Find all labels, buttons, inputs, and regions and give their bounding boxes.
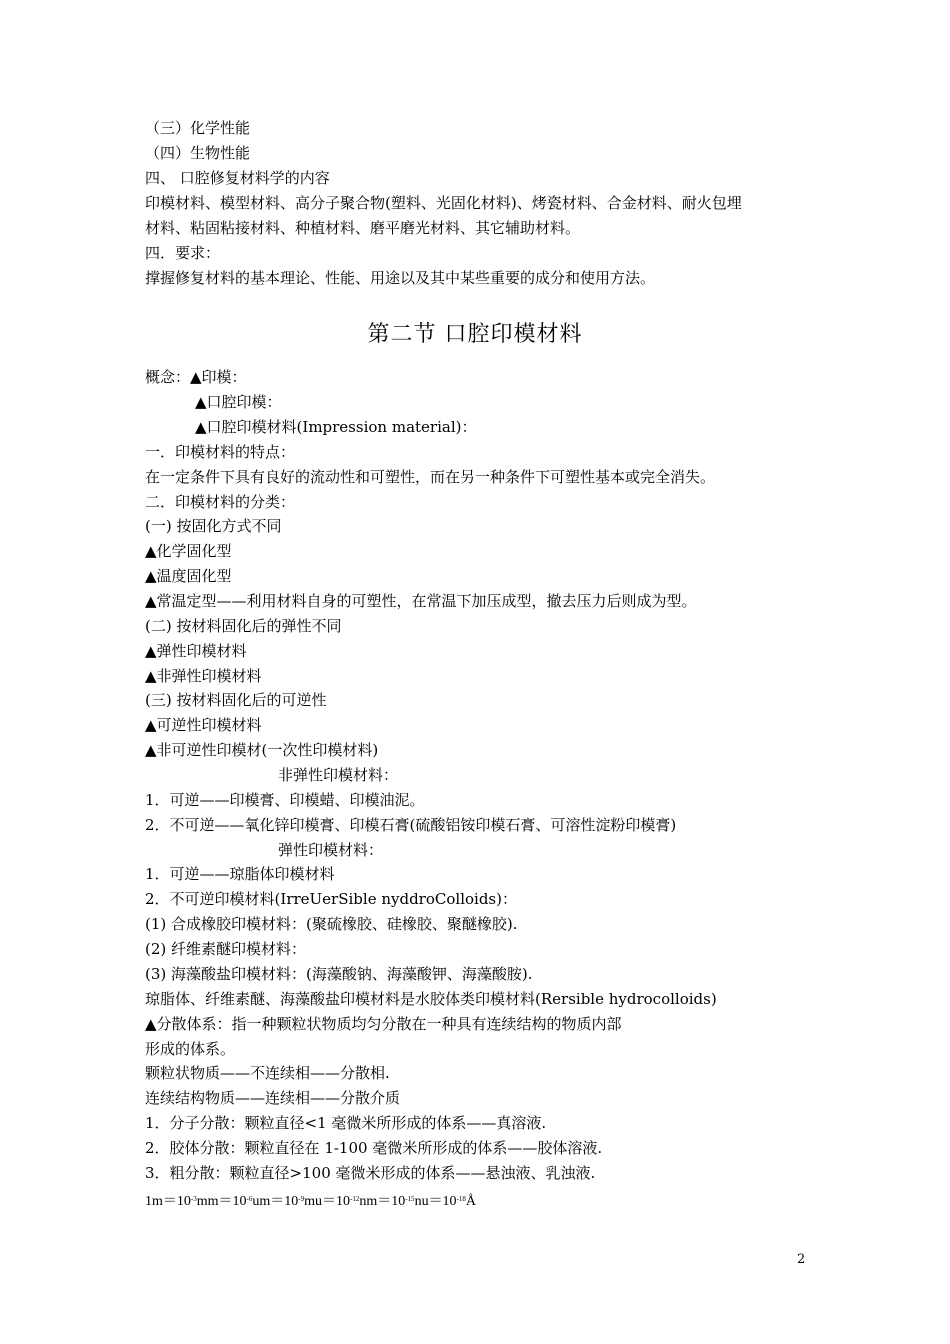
text-line: ▲可逆性印模材料 — [145, 716, 262, 734]
text-line: 形成的体系。 — [145, 1040, 236, 1058]
text-line: (二) 按材料固化后的弹性不同 — [145, 617, 342, 635]
text-line: 1．可逆——印模膏、印模蜡、印模油泥。 — [145, 791, 425, 809]
text-line: (三) 按材料固化后的可逆性 — [145, 691, 327, 709]
text-line: 连续结构物质——连续相——分散介质 — [145, 1089, 401, 1107]
text-line: （四）生物性能 — [145, 144, 251, 162]
text-line: 琼脂体、纤维素醚、海藻酸盐印模材料是水胶体类印模材料(Rersible hydrocolloids) — [145, 990, 717, 1008]
text-line: 在一定条件下具有良好的流动性和可塑性，而在另一种条件下可塑性基本或完全消失。 — [145, 468, 716, 486]
text-line: 二．印模材料的分类： — [145, 493, 296, 511]
text-line: ▲口腔印模： — [195, 393, 282, 411]
text-line: ▲非弹性印模材料 — [145, 667, 262, 685]
text-line: 弹性印模材料： — [278, 841, 384, 859]
text-line: (一) 按固化方式不同 — [145, 517, 282, 535]
section-title: 第二节 口腔印模材料 — [367, 322, 583, 347]
unit-conversion-formula: $1m=10^{-3}mm=10^{-6}um=10^{-9}mu=10^{-12}nm=10^{-15}nu=10^{-18}Å$ — [145, 1194, 477, 1209]
text-line: ▲温度固化型 — [145, 567, 232, 585]
text-line: 2．不可逆——氧化锌印模膏、印模石膏(硫酸铝铵印模石膏、可溶性淀粉印模膏) — [145, 816, 677, 834]
text-line: ▲口腔印模材料(Impression material)： — [195, 418, 477, 436]
text-line: 1．分子分散：颗粒直径<1 毫微米所形成的体系——真溶液. — [145, 1114, 547, 1132]
text-line: (2) 纤维素醚印模材料： — [145, 940, 307, 958]
text-line: ▲化学固化型 — [145, 542, 232, 560]
text-line: 3．粗分散：颗粒直径>100 毫微米形成的体系——悬浊液、乳浊液. — [145, 1164, 596, 1182]
text-line: (3) 海藻酸盐印模材料：(海藻酸钠、海藻酸钾、海藻酸胺). — [145, 965, 533, 983]
text-line: ▲常温定型——利用材料自身的可塑性，在常温下加压成型，撤去压力后则成为型。 — [145, 592, 697, 610]
text-line: 四、 口腔修复材料学的内容 — [145, 169, 330, 187]
text-line: 四．要求： — [145, 244, 221, 262]
text-line: ▲非可逆性印模材(一次性印模材料) — [145, 741, 379, 759]
text-line: 概念：▲印模： — [145, 368, 247, 386]
page-number: 2 — [797, 1252, 806, 1267]
text-line: 撑握修复材料的基本理论、性能、用途以及其中某些重要的成分和使用方法。 — [145, 269, 656, 287]
text-line: (1) 合成橡胶印模材料：(聚硫橡胶、硅橡胶、聚醚橡胶). — [145, 915, 518, 933]
text-line: 2．不可逆印模材料(IrreUerSible nyddroColloids)： — [145, 890, 517, 908]
text-line: 颗粒状物质——不连续相——分散相. — [145, 1064, 390, 1082]
text-line: 非弹性印模材料： — [278, 766, 399, 784]
text-line: ▲弹性印模材料 — [145, 642, 247, 660]
text-line: （三）化学性能 — [145, 119, 251, 137]
text-line: 一．印模材料的特点： — [145, 443, 296, 461]
text-line: 2．胶体分散：颗粒直径在 1-100 毫微米所形成的体系——胶体溶液. — [145, 1139, 603, 1157]
text-line: 材料、粘固粘接材料、种植材料、磨平磨光材料、其它辅助材料。 — [145, 219, 581, 237]
text-line: 1．可逆——琼脂体印模材料 — [145, 865, 335, 883]
text-line: ▲分散体系：指一种颗粒状物质均匀分散在一种具有连续结构的物质内部 — [145, 1015, 622, 1033]
text-line: 印模材料、模型材料、高分子聚合物(塑料、光固化材料)、烤瓷材料、合金材料、耐火包埋 — [145, 194, 742, 212]
